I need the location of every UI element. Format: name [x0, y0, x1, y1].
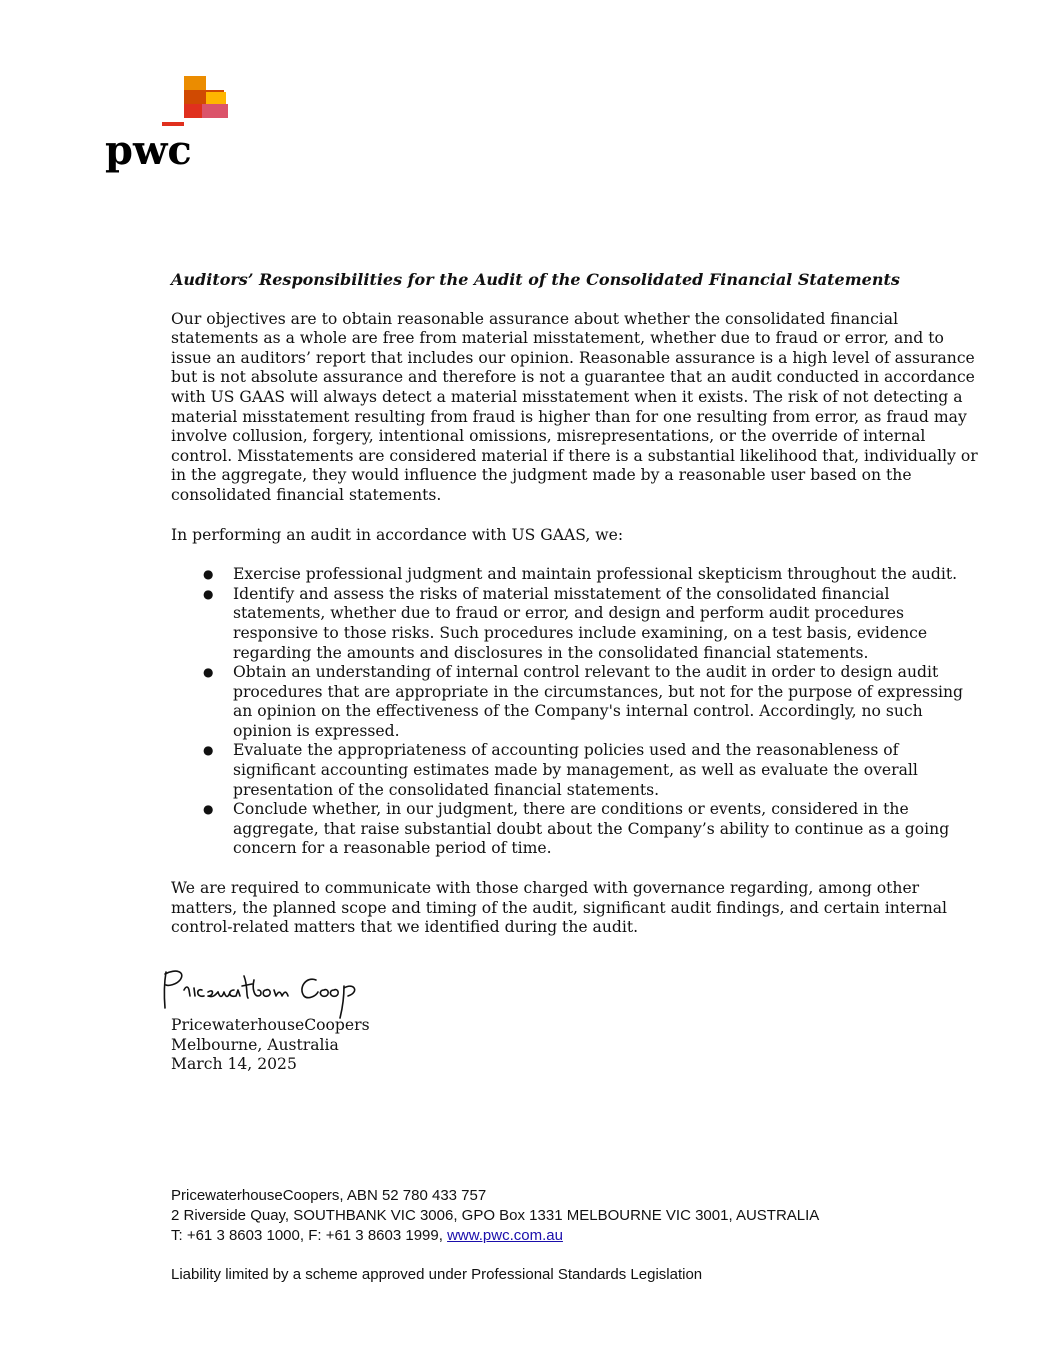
bullet-icon: ● — [203, 586, 214, 601]
bullet-icon: ● — [203, 665, 214, 680]
list-item — [171, 565, 983, 585]
list-item-text: Conclude whether, in our judgment, there are conditions or events, considered in the aggregate, that raise substantial doubt about the Company’s ability to continue as a going concern for a reasonable period of time. — [233, 800, 950, 858]
footer — [171, 1186, 819, 1246]
governance-paragraph: We are required to communicate with those charged with governance regarding, among other matters, the planned scope and timing of the audit, significant audit findings, and certain internal control-related matters that we identified during the audit. — [171, 879, 948, 937]
footer-contact — [171, 1226, 819, 1246]
signoff-block — [171, 1016, 370, 1075]
signoff-date: March 14, 2025 — [171, 1055, 297, 1074]
procedures-list — [171, 565, 983, 859]
footer-address: 2 Riverside Quay, SOUTHBANK VIC 3006, GPO Box 1331 MELBOURNE VIC 3001, AUSTRALIA — [171, 1207, 820, 1224]
list-item — [171, 663, 983, 741]
footer-phone-fax: T: +61 3 8603 1000, F: +61 3 8603 1999, — [171, 1227, 448, 1244]
logo-wordmark: pwc — [105, 127, 192, 174]
pwc-logo — [104, 74, 230, 174]
bullet-icon: ● — [203, 567, 214, 582]
list-item — [171, 585, 983, 663]
list-item — [171, 800, 983, 859]
firm-name: PricewaterhouseCoopers — [171, 1016, 370, 1034]
logo-mark — [162, 76, 228, 126]
list-item-text: Identify and assess the risks of material misstatement of the consolidated financial statements, whether due to fraud or error, and design and perform audit procedures responsive to those risks. Such procedures include examining, on a test basis, evidence regarding the amounts and disclosures in the consolidated financial statements. — [233, 584, 928, 662]
list-item-text: Evaluate the appropriateness of accounting policies used and the reasonableness of significant accounting estimates made by management, as well as evaluate the overall presentation of the consolidated financial statements. — [233, 741, 918, 799]
website-link[interactable]: www.pwc.com.au — [447, 1227, 563, 1244]
signoff-location: Melbourne, Australia — [171, 1035, 339, 1054]
objectives-paragraph: Our objectives are to obtain reasonable assurance about whether the consolidated financial statements as a whole are free from material misstatement, whether due to fraud or error, and to issue an auditors’ report that includes our opinion. Reasonable assurance is a high level of assurance but is not absolute assurance and therefore is not a guarantee that an audit conducted in accordance with US GAAS will always detect a material misstatement when it exists. The risk of not detecting a material misstatement resulting from fraud is higher than for one resulting from error, as fraud may involve collusion, forgery, intentional omissions, misrepresentations, or the override of internal control. Misstatements are considered material if there is a substantial likelihood that, individually or in the aggregate, they would influence the judgment made by a reasonable user based on the consolidated financial statements. — [171, 309, 978, 504]
list-item-text: Exercise professional judgment and maintain professional skepticism throughout the audit. — [233, 565, 958, 584]
list-item-text: Obtain an understanding of internal control relevant to the audit in order to design audit procedures that are appropriate in the circumstances, but not for the purpose of expressing an opinion on the effectiveness of the Company's internal control. Accordingly, no such opinion is expressed. — [233, 663, 964, 740]
procedures-intro: In performing an audit in accordance with US GAAS, we: — [171, 525, 624, 544]
bullet-icon: ● — [203, 743, 214, 758]
section-heading: Auditors’ Responsibilities for the Audit of the Consolidated Financial Statements — [171, 270, 900, 289]
list-item — [171, 741, 983, 800]
liability-notice: Liability limited by a scheme approved under Professional Standards Legislation — [171, 1266, 703, 1283]
report-body — [171, 270, 983, 958]
bullet-icon: ● — [203, 802, 214, 817]
footer-firm-abn: PricewaterhouseCoopers, ABN 52 780 433 757 — [171, 1187, 487, 1204]
